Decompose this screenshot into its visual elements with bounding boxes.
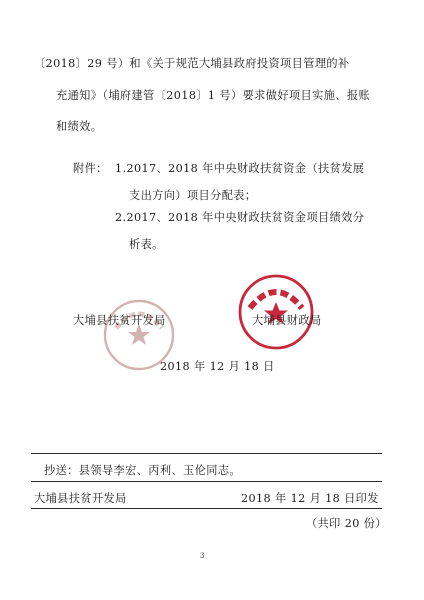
attachment-2-line-1: 2.2017、2018 年中央财政扶贫资金项目绩效分 [115,211,365,224]
page-number: 3 [200,552,205,560]
attachment-2-line-2: 析表。 [129,238,164,251]
cc-top-rule [31,453,382,454]
signature-issuer-right: 大埔县财政局 [252,314,322,327]
signature-date: 2018 年 12 月 18 日 [160,360,275,373]
cc-bottom-rule [31,481,382,482]
footer-issuer: 大埔县扶贫开发局 [34,492,127,505]
footer-copies: （共印 20 份） [306,517,387,530]
footer-rule [31,508,382,509]
attachment-1-line-2: 支出方向）项目分配表； [129,189,257,202]
footer-print-date: 2018 年 12 月 18 日印发 [241,492,379,505]
attachments-label: 附件： [73,162,108,175]
body-line-3: 和绩效。 [56,120,103,133]
cc-text: 抄送：县领导李宏、丙利、玉伦同志。 [44,464,241,477]
body-line-2: 充通知》（埔府建管〔2018〕1 号）要求做好项目实施、报账 [56,89,371,102]
signature-issuer-left: 大埔县扶贫开发局 [73,314,166,327]
attachment-1-line-1: 1.2017、2018 年中央财政扶贫资金（扶贫发展 [115,162,365,175]
body-line-1: 〔2018〕29 号）和《关于规范大埔县政府投资项目管理的补 [34,57,350,70]
